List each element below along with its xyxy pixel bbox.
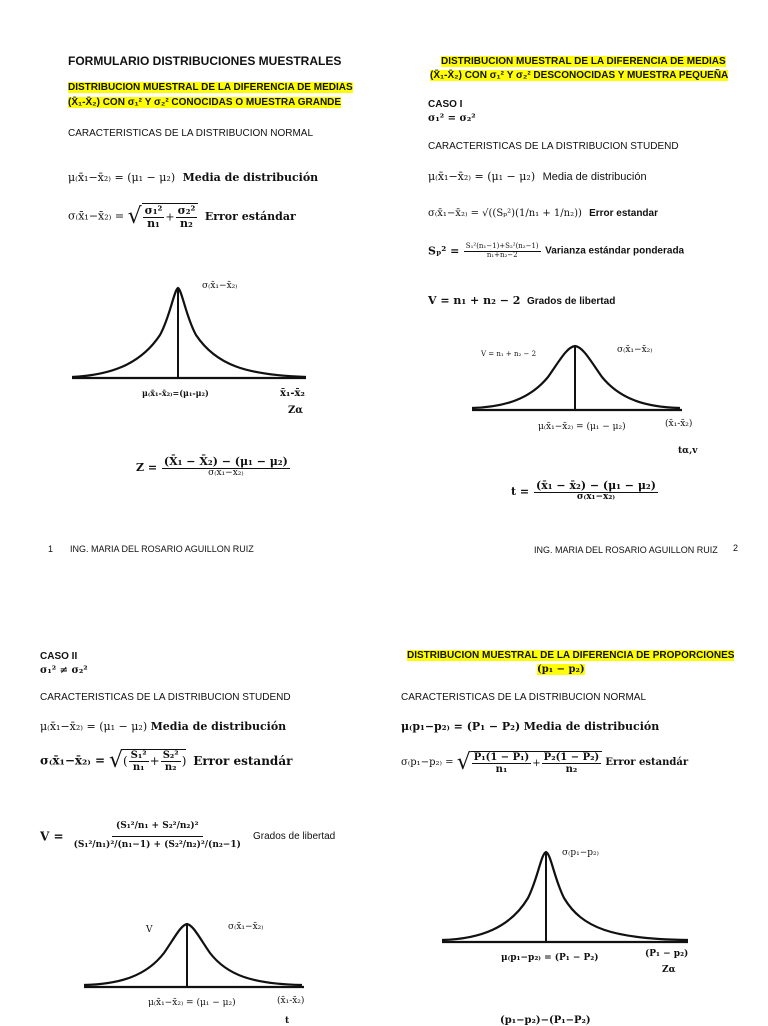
distribution-subtitle: CARACTERISTICAS DE LA DISTRIBUCION NORMAL	[401, 692, 647, 703]
curve-x-label: (x̄₁-x̄₂)	[665, 419, 693, 429]
section-heading-line2: (X̄₁-X̄₂) CON σ₁² Y σ₂² DESCONOCIDAS Y MUESTRA PEQUEÑA	[430, 70, 729, 81]
section-heading-line2: (p₁ − p₂)	[537, 664, 585, 675]
section-heading-line2: (X̄₁-X̄₂) CON σ₁² Y σ₂² CONOCIDAS O MUESTRA GRANDE	[68, 97, 342, 108]
case-title: CASO I	[428, 99, 463, 110]
case-condition: σ₁² ≠ σ₂²	[40, 665, 88, 676]
mean-formula: μ₍x̄₁−x̄₂₎ = (μ₁ − μ₂) Media de distribución	[428, 170, 647, 183]
degrees-of-freedom: V = n₁ + n₂ − 2 Grados de libertad	[428, 294, 616, 307]
standard-error-formula: σ₍x̄₁−x̄₂₎ = √((Sₚ²)(1/n₁ + 1/n₂)) Error estandar	[428, 208, 658, 219]
section-heading: DISTRIBUCION MUESTRAL DE LA DIFERENCIA DE PROPORCIONES	[407, 650, 735, 661]
curve-x-label: x̄₁-x̄₂	[280, 388, 305, 399]
curve-mu-label: μ₍p₁−p₂₎ = (P₁ − P₂)	[501, 953, 599, 963]
curve-mu-label: μ₍x̄₁−x̄₂₎ = (μ₁ − μ₂)	[148, 998, 236, 1008]
z-formula: Z = $\frac{\text{(X̄₁ − X̄₂) − (μ₁ − μ₂)}}{\text{σ₍x̄₁−x̄₂₎}}$	[136, 455, 288, 479]
degrees-of-freedom-formula: V = $\frac{\text{(S₁²/n₁ + S₂²/n₂)²}}{\text{(S₁²/n₁)²/(n₁−1) + (S₂²/n₂)²/(n₂−1)}}$ Grados de libertad	[40, 818, 335, 855]
section-heading: DISTRIBUCION MUESTRAL DE LA DIFERENCIA DE MEDIAS	[441, 56, 726, 67]
curve-v-label: V	[146, 925, 153, 935]
curve-sigma-label: σ₍p₁−p₂₎	[562, 848, 599, 858]
curve-sigma-label: σ₍x̄₁−x̄₂₎	[202, 281, 238, 291]
case-title: CASO II	[40, 651, 78, 662]
curve-t-label: t	[285, 1016, 290, 1026]
page-title: FORMULARIO DISTRIBUCIONES MUESTRALES	[68, 54, 342, 68]
distribution-subtitle: CARACTERISTICAS DE LA DISTRIBUCION STUDEND	[40, 692, 291, 703]
curve-z-label: Zα	[288, 405, 303, 416]
curve-v-label: V = n₁ + n₂ − 2	[481, 350, 537, 358]
standard-error-formula: σ₍x̄₁−x̄₂₎ = √( $\frac{\text{S₁²}}{\text{n₁}}$ + $\frac{\text{S₂²}}{\text{n₂}}$ ) Error estandár	[40, 748, 293, 773]
page-number: 1	[48, 544, 54, 554]
mean-formula: μ₍x̄₁−x̄₂₎ = (μ₁ − μ₂) Media de distribución	[40, 720, 287, 733]
curve-mu-label: μ₍x̄₁-x̄₂₎=(μ₁-μ₂)	[142, 388, 209, 398]
mean-formula: μ₍x̄₁−x̄₂₎ = (μ₁ − μ₂) Media de distribución	[68, 171, 319, 184]
distribution-subtitle: CARACTERISTICAS DE LA DISTRIBUCION NORMAL	[68, 128, 314, 139]
t-curve	[82, 923, 307, 991]
curve-sigma-label: σ₍x̄₁−x̄₂₎	[228, 922, 264, 932]
z-formula-partial: (p₁−p₂)−(P₁−P₂)	[500, 1015, 591, 1026]
page-number: 2	[733, 543, 739, 553]
mean-formula: μ₍p₁−p₂₎ = (P₁ − P₂) Media de distribución	[401, 720, 660, 733]
page-footer: ING. MARIA DEL ROSARIO AGUILLON RUIZ	[70, 544, 254, 554]
standard-error-formula: σ₍x̄₁−x̄₂₎ = √ $\frac{\text{σ₁²}}{\text{n₁}}$ + $\frac{\text{σ₂²}}{\text{n₂}}$ Error estándar	[68, 204, 296, 231]
normal-curve	[70, 285, 310, 385]
curve-t-label: tα,v	[678, 446, 698, 456]
section-heading: DISTRIBUCION MUESTRAL DE LA DIFERENCIA DE MEDIAS	[68, 82, 353, 93]
curve-z-label: Zα	[662, 965, 676, 975]
distribution-subtitle: CARACTERISTICAS DE LA DISTRIBUCION STUDEND	[428, 141, 679, 152]
case-condition: σ₁² = σ₂²	[428, 113, 476, 124]
t-formula: t = $\frac{\text{(x̄₁ − x̄₂) − (μ₁ − μ₂)}}{\text{σ₍x̄₁−x̄₂₎}}$	[511, 479, 656, 503]
page-footer: ING. MARIA DEL ROSARIO AGUILLON RUIZ	[534, 545, 718, 555]
pooled-variance-formula: Sₚ² = $\frac{\text{S₁²(n₁−1)+S₂²(n₂−1)}}{\text{n₁+n₂−2}}$ Varianza estándar ponderada	[428, 242, 685, 259]
curve-x-label: (P₁ − p₂)	[645, 949, 689, 959]
normal-curve	[440, 850, 692, 947]
standard-error-formula: σ₍p₁−p₂₎ = √ $\frac{\text{P₁(1 − P₁)}}{\text{n₁}}$ + $\frac{\text{P₂(1 − P₂)}}{\text{n₂}}$ Error estandár	[401, 750, 689, 775]
curve-mu-label: μ₍x̄₁−x̄₂₎ = (μ₁ − μ₂)	[538, 422, 626, 432]
curve-x-label: (x̄₁-x̄₂)	[277, 996, 305, 1006]
curve-sigma-label: σ₍x̄₁−x̄₂₎	[617, 345, 653, 355]
